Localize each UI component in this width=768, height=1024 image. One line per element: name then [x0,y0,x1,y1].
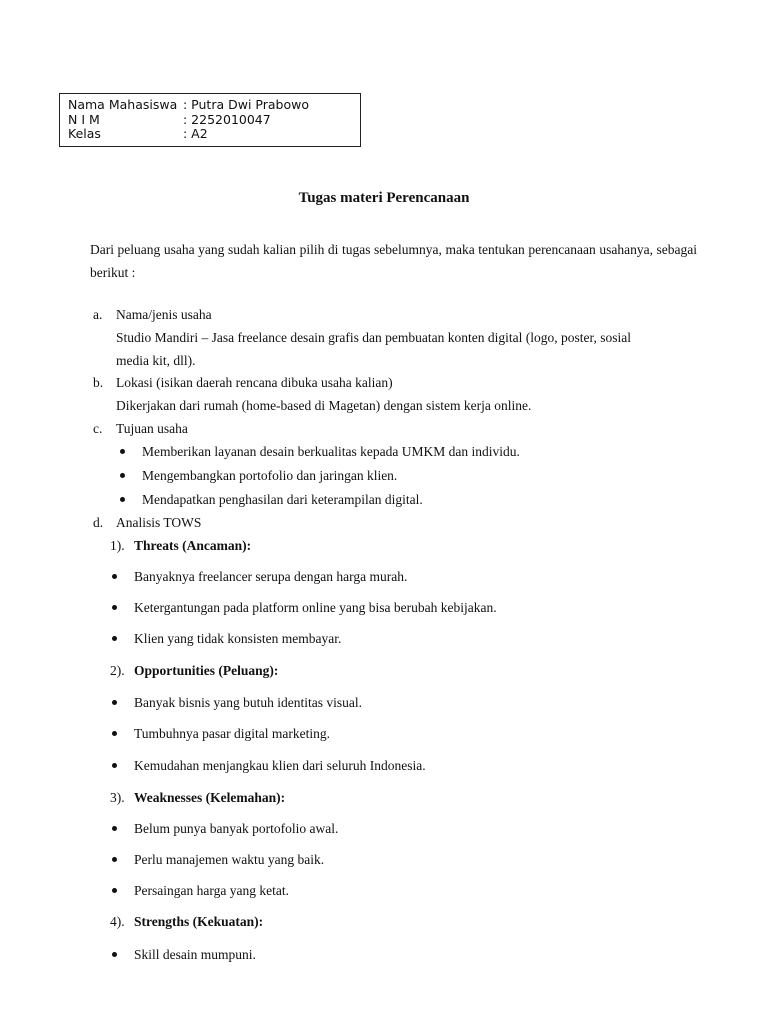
tows-number: 3). [110,790,125,805]
section-c-heading: Tujuan usaha [116,421,188,436]
info-value: : Putra Dwi Prabowo [183,97,309,112]
tows-heading-weaknesses [134,790,285,806]
info-row-name [68,98,360,113]
tows-item: Banyaknya freelancer serupa dengan harga murah. [134,569,408,584]
intro-paragraph: Dari peluang usaha yang sudah kalian pilih di tugas sebelumnya, maka tentukan perencanaan usahanya, sebagai berikut : [90,242,697,280]
bullet-icon [120,449,125,454]
section-a-body: Studio Mandiri – Jasa freelance desain grafis dan pembuatan konten digital (logo, poster, sosial [116,330,631,345]
tows-number: 4). [110,914,125,929]
tows-heading-text: Weaknesses (Kelemahan): [134,790,286,805]
tows-heading-text: Strengths (Kekuatan): [134,914,264,929]
student-info-box [59,93,361,147]
bullet-icon [112,574,117,579]
tows-item: Belum punya banyak portofolio awal. [134,821,339,836]
bullet-icon [112,605,117,610]
tows-item: Tumbuhnya pasar digital marketing. [134,726,330,741]
tows-item: Klien yang tidak konsisten membayar. [134,631,342,646]
goal-item: Mengembangkan portofolio dan jaringan klien. [142,468,398,483]
tows-heading-opportunities [134,663,278,679]
section-b-heading: Lokasi (isikan daerah rencana dibuka usaha kalian) [116,375,393,390]
goal-item: Mendapatkan penghasilan dari keterampilan digital. [142,492,423,507]
page-title: Tugas materi Perencanaan [298,190,470,206]
bullet-icon [112,888,117,893]
section-d-marker: d. [93,515,104,530]
info-row-class [68,127,360,142]
info-label: N I M [68,111,100,127]
bullet-icon [120,497,125,502]
bullet-icon [112,700,117,705]
tows-item: Persaingan harga yang ketat. [134,883,289,898]
info-value: : A2 [183,126,208,141]
tows-item: Banyak bisnis yang butuh identitas visual. [134,695,362,710]
tows-item: Perlu manajemen waktu yang baik. [134,852,325,867]
goal-item: Memberikan layanan desain berkualitas kepada UMKM dan individu. [142,444,520,459]
tows-number: 1). [110,538,125,553]
tows-heading-text: Opportunities (Peluang): [134,663,279,678]
info-value: : 2252010047 [183,111,271,127]
tows-number: 2). [110,663,125,678]
info-label: Nama Mahasiswa [68,97,178,112]
section-a-heading: Nama/jenis usaha [116,307,212,322]
info-label: Kelas [68,126,101,141]
section-c-marker: c. [93,421,103,436]
tows-item: Ketergantungan pada platform online yang bisa berubah kebijakan. [134,600,497,615]
bullet-icon [120,473,125,478]
tows-heading-text: Threats (Ancaman): [134,538,252,553]
tows-heading-threats [134,538,251,554]
bullet-icon [112,826,117,831]
section-d-heading: Analisis TOWS [116,515,202,530]
section-b-body: Dikerjakan dari rumah (home-based di Magetan) dengan sistem kerja online. [116,398,532,413]
section-a-marker: a. [93,307,103,322]
tows-heading-strengths [134,914,263,930]
tows-item: Kemudahan menjangkau klien dari seluruh Indonesia. [134,758,426,773]
info-row-nim [68,113,360,128]
bullet-icon [112,763,117,768]
bullet-icon [112,636,117,641]
bullet-icon [112,857,117,862]
section-b-marker: b. [93,375,104,390]
bullet-icon [112,731,117,736]
section-a-body-continued: media kit, dll). [116,353,196,368]
bullet-icon [112,952,117,957]
tows-item: Skill desain mumpuni. [134,947,256,962]
